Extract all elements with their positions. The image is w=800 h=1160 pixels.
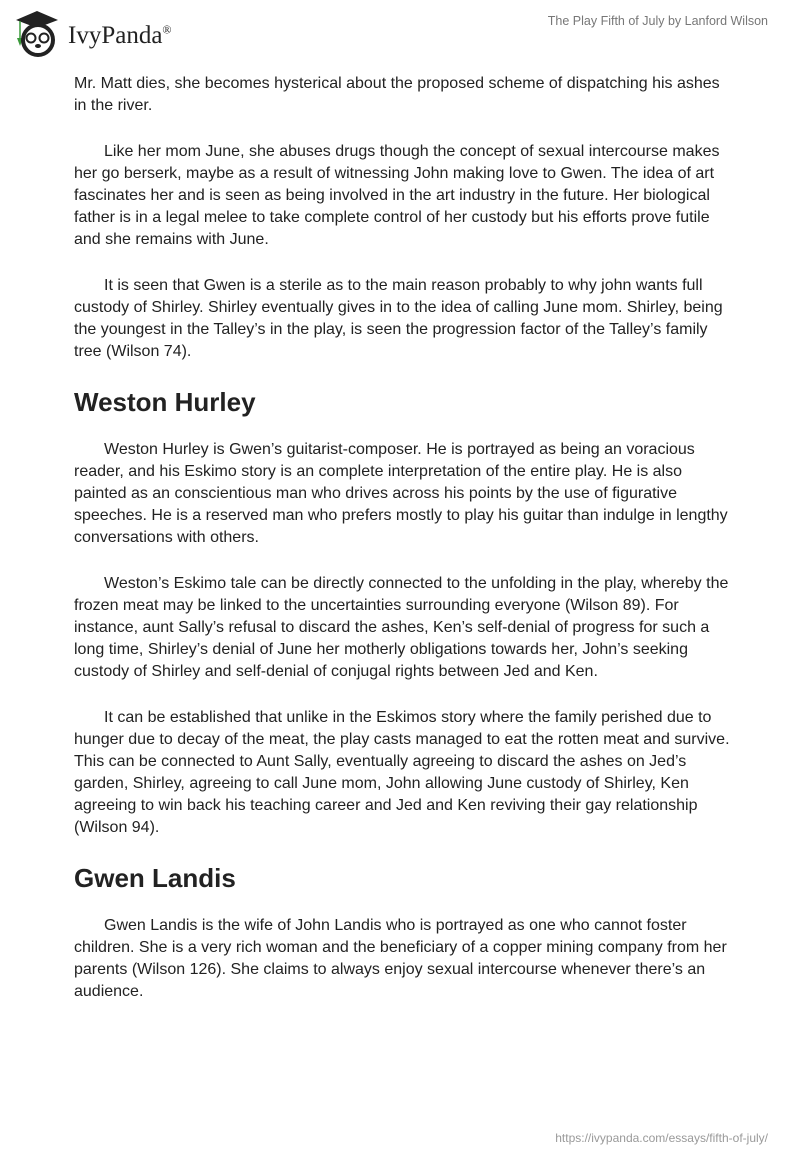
source-url[interactable]: https://ivypanda.com/essays/fifth-of-july/ [555, 1131, 768, 1145]
paragraph: Weston’s Eskimo tale can be directly connected to the unfolding in the play, whereby the frozen meat may be linked to the uncertainties surrounding everyone (Wilson 89). For instance, aunt Sally’s refusal to discard the ashes, Ken’s self-denial of progress for such a long time, Shirley’s denial of June her motherly obligations towards her, John’s seeking custody of Shirley and self-denial of conjugal rights between Jed and Ken. [74, 575, 729, 680]
page-header [0, 0, 800, 60]
document-title: The Play Fifth of July by Lanford Wilson [547, 14, 768, 28]
section-heading: Weston Hurley [74, 387, 256, 417]
essay-body [74, 73, 730, 1027]
panda-graduate-icon [12, 8, 62, 58]
paragraph: It can be established that unlike in the Eskimos story where the family perished due to hunger due to decay of the meat, the play casts managed to eat the rotten meat and survive. This can be connected to Aunt Sally, eventually agreeing to discard the ashes on Jed’s garden, Shirley, agreeing to call June mom, John allowing June custody of Shirley, Ken agreeing to win back his teaching career and Jed and Ken reviving their gay relationship (Wilson 94). [74, 709, 730, 836]
paragraph: Like her mom June, she abuses drugs though the concept of sexual intercourse makes her go berserk, maybe as a result of witnessing John making love to Gwen. The idea of art fascinates her and is seen as being involved in the art industry in the future. Her biological father is in a legal melee to take complete control of her custody but his efforts prove futile and she remains with June. [74, 143, 720, 248]
paragraph: Weston Hurley is Gwen’s guitarist-composer. He is portrayed as being an voracious reader, and his Eskimo story is an complete interpretation of the entire play. He is also painted as an conscientious man who drives across his points by the use of figurative speeches. He is a reserved man who prefers mostly to play his guitar than indulge in lengthy conversations with others. [74, 441, 728, 546]
registered-mark: ® [162, 22, 172, 37]
brand-name: IvyPanda [68, 22, 163, 49]
paragraph: It is seen that Gwen is a sterile as to the main reason probably to why john wants full custody of Shirley. Shirley eventually gives in to the idea of calling June mom. Shirley, being the youngest in the Talley’s in the play, is seen the progression factor of the Talley’s family tree (Wilson 74). [74, 277, 723, 360]
paragraph: Mr. Matt dies, she becomes hysterical about the proposed scheme of dispatching his ashes in the river. [74, 75, 720, 114]
section-heading: Gwen Landis [74, 863, 236, 893]
ivypanda-logo[interactable] [12, 8, 172, 58]
paragraph: Gwen Landis is the wife of John Landis who is portrayed as one who cannot foster children. She is a very rich woman and the beneficiary of a copper mining company from her parents (Wilson 126). She claims to always enjoy sexual intercourse whenever there’s an audience. [74, 917, 727, 1000]
